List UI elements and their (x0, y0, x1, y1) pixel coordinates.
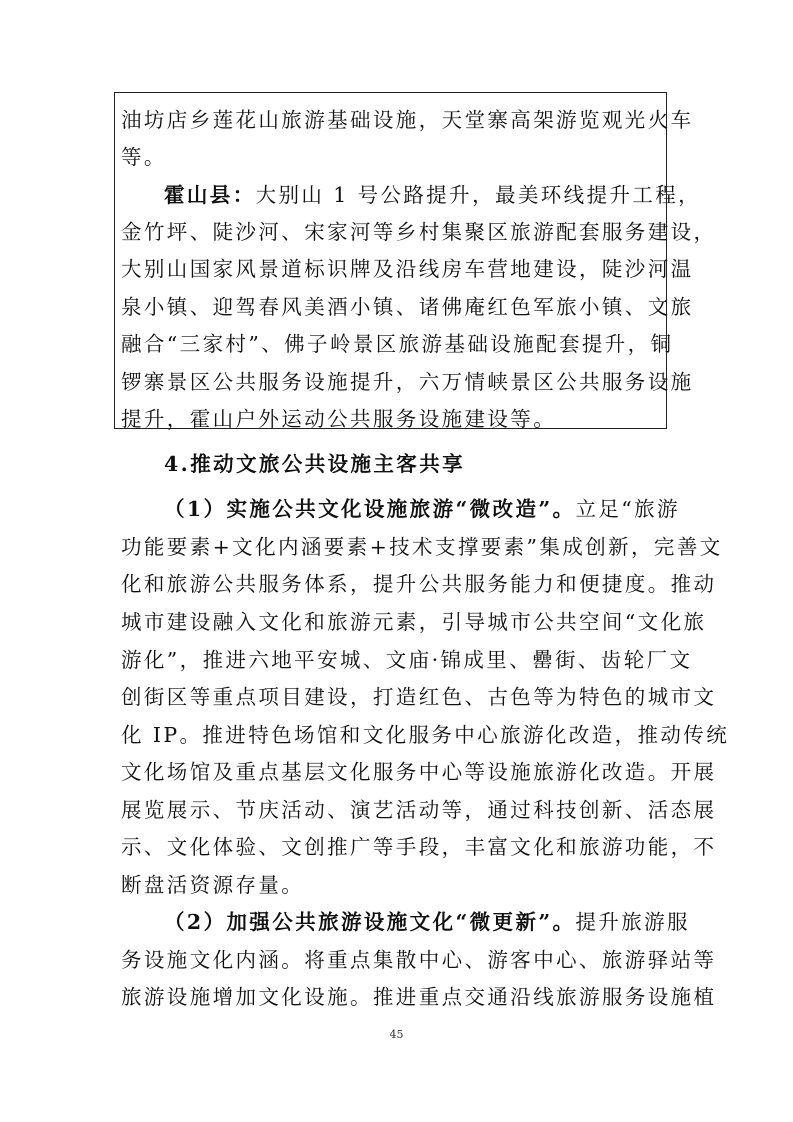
para2-heading: （2）加强公共旅游设施文化“微更新”。 (164, 910, 576, 934)
page-number: 45 (389, 1028, 404, 1041)
huoshan-line-1 (164, 177, 702, 213)
huoshan-line-3: 大别山国家风景道标识牌及沿线房车营地建设，陡沙河温 (121, 257, 694, 281)
para1-line-11: 断盘活资源存量。 (121, 873, 305, 897)
para2-line-2: 务设施文化内涵。将重点集散中心、游客中心、旅游驿站等 (121, 948, 717, 972)
para2-line-1: （2）加强公共旅游设施文化“微更新”。提升旅游服 (164, 910, 690, 934)
huoshan-line-4: 泉小镇、迎驾春风美酒小镇、诸佛庵红色军旅小镇、文旅 (121, 295, 694, 319)
huoshan-line-7: 提升，霍山户外运动公共服务设施建设等。 (121, 407, 557, 431)
para1-line-2: 功能要素+文化内涵要素+技术支撑要素”集成创新，完善文 (121, 535, 723, 559)
para1-line-6: 创街区等重点项目建设，打造红色、古色等为特色的城市文 (121, 685, 717, 709)
para1-line-3: 化和旅游公共服务体系，提升公共服务能力和便捷度。推动 (121, 572, 717, 596)
para1-line-8: 文化场馆及重点基层文化服务中心等设施旅游化改造。开展 (121, 760, 717, 784)
box-line-2: 等。 (121, 145, 167, 169)
para1-heading: （1）实施公共文化设施旅游“微改造”。 (164, 497, 576, 521)
para1-line-4: 城市建设融入文化和旅游元素，引导城市公共空间“文化旅 (121, 610, 707, 634)
para1-line-9: 展览展示、节庆活动、演艺活动等，通过科技创新、活态展 (121, 798, 717, 822)
huoshan-text: 大别山 1 号公路提升，最美环线提升工程， (255, 183, 702, 207)
para2-line-3: 旅游设施增加文化设施。推进重点交通沿线旅游服务设施植 (121, 985, 717, 1009)
huoshan-line-2: 金竹坪、陡沙河、宋家河等乡村集聚区旅游配套服务建设， (121, 220, 717, 244)
huoshan-line-6: 锣寨景区公共服务设施提升，六万情峡景区公共服务设施 (121, 370, 694, 394)
huoshan-line-5: 融合“三家村”、佛子岭景区旅游基础设施配套提升，铜 (121, 332, 674, 356)
huoshan-label: 霍山县： (164, 183, 256, 207)
para1-line-5: 游化”，推进六地平安城、文庙·锦成里、罍街、齿轮厂文 (121, 648, 693, 672)
para1-line-10: 示、文化体验、文创推广等手段，丰富文化和旅游功能，不 (121, 835, 717, 859)
box-line-1: 油坊店乡莲花山旅游基础设施，天堂寨高架游览观光火车 (121, 108, 694, 132)
para1-line-7: 化 IP。推进特色场馆和文化服务中心旅游化改造，推动传统 (121, 723, 730, 747)
section-heading: 4.推动文旅公共设施主客共享 (164, 452, 466, 476)
para1-line-1: （1）实施公共文化设施旅游“微改造”。立足“旅游 (164, 497, 680, 521)
